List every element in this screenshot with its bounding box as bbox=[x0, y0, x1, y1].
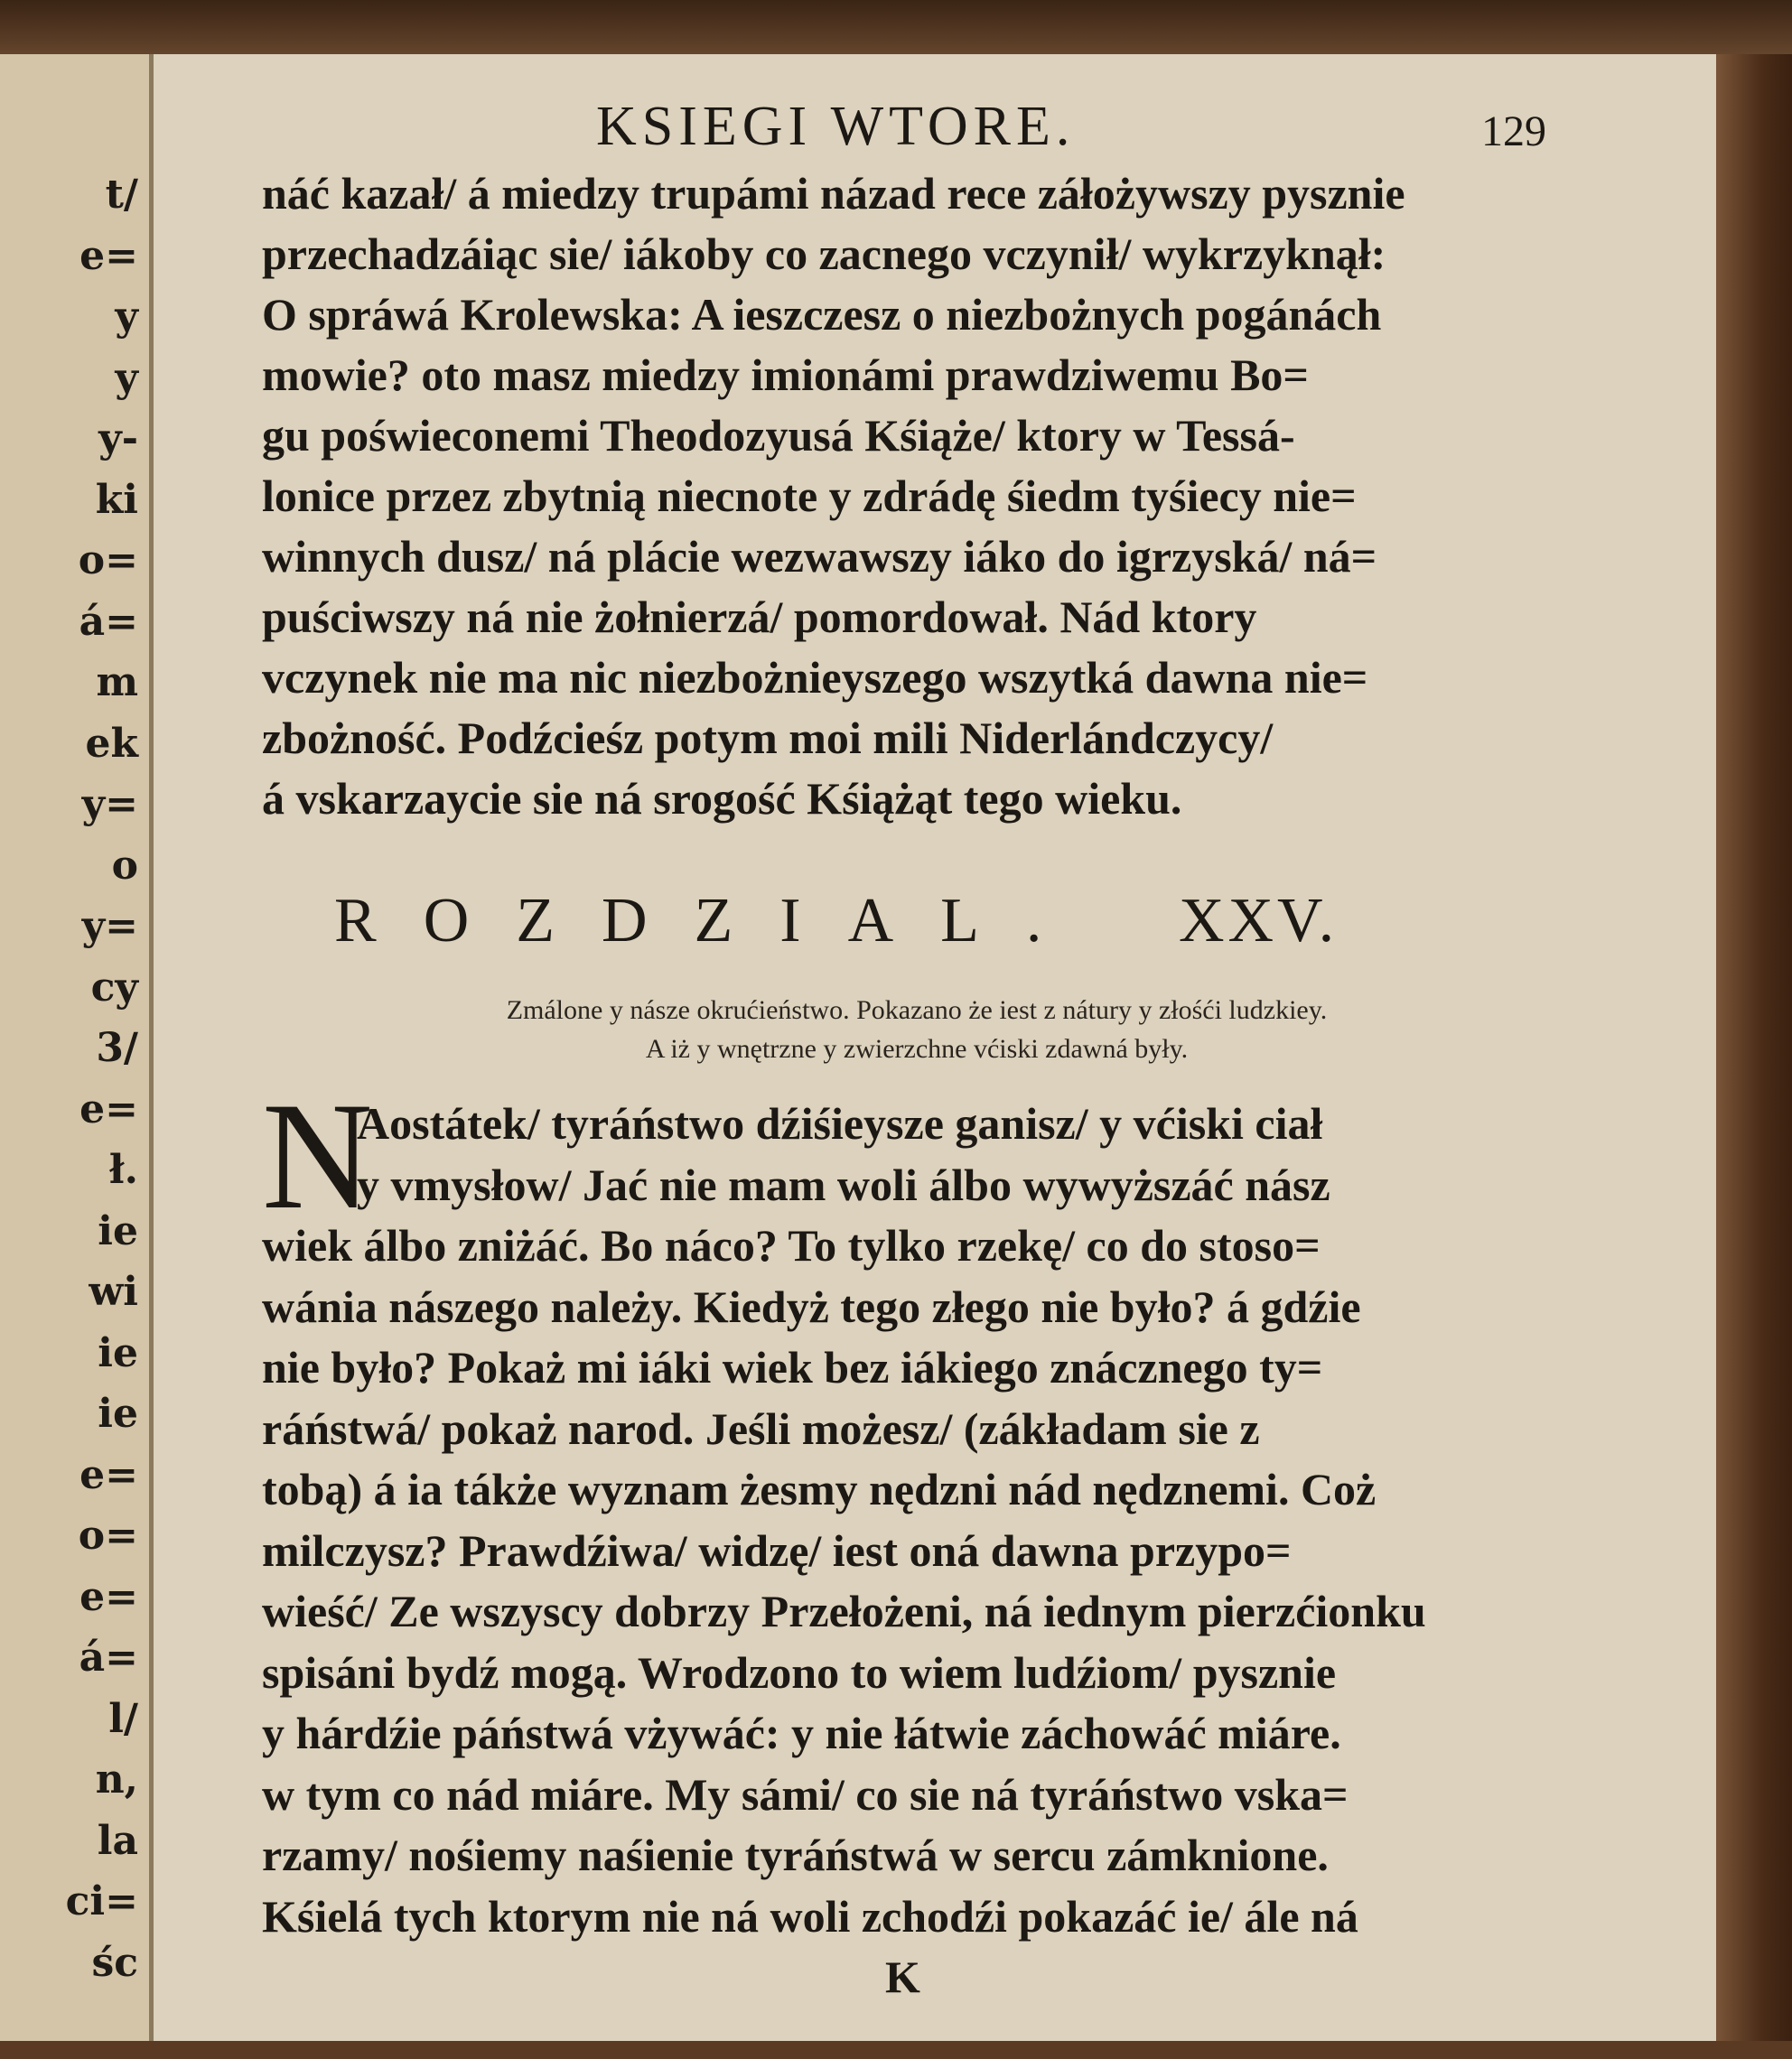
left-page-fragment: y bbox=[115, 293, 138, 340]
left-page-fragment: ci= bbox=[65, 1878, 138, 1924]
text-line: Kśielá tych ktorym nie ná woli zchodźi pokazáć ie/ ále ná bbox=[262, 1890, 1358, 1942]
left-page-fragment: á= bbox=[79, 1635, 138, 1681]
left-page-fragment: la bbox=[97, 1817, 138, 1864]
left-page-fragment: n, bbox=[95, 1756, 138, 1803]
chapter-number: XXV. bbox=[1178, 886, 1339, 955]
text-line: wieść/ Ze wszyscy dobrzy Przełożeni, ná iednym pierzćionku bbox=[262, 1586, 1426, 1636]
left-page-fragment: ki bbox=[95, 476, 138, 523]
text-line: y hárdźie páństwá vżywáć: y nie łátwie záchowáć miáre. bbox=[262, 1708, 1341, 1758]
left-page-fragment: e= bbox=[79, 1573, 138, 1620]
left-page-fragment: o= bbox=[78, 537, 138, 583]
chapter-summary-line: A iż y wnętrzne y zwierzchne vćiski zdawná były. bbox=[645, 1034, 1189, 1064]
left-page-fragment: 3/ bbox=[96, 1025, 138, 1071]
left-page-fragment: y= bbox=[81, 781, 138, 827]
page-number: 129 bbox=[1481, 107, 1546, 155]
left-page-fragment: cy bbox=[90, 964, 138, 1011]
left-page-fragment: y= bbox=[81, 903, 138, 949]
left-page-fragment: e= bbox=[79, 1085, 138, 1132]
book-cover-edge bbox=[1716, 54, 1792, 2041]
text-line: spisáni bydź mogą. Wrodzono to wiem ludźiom/ pysznie bbox=[262, 1646, 1337, 1698]
chapter-title: ROZDZIAL. bbox=[334, 886, 1089, 955]
left-page-fragment: śc bbox=[91, 1939, 138, 1986]
chapter-summary-line: Zmálone y násze okrućieństwo. Pokazano że iest z nátury y złośći ludzkiey. bbox=[506, 995, 1328, 1025]
text-line: vczynek nie ma nic niezbożnieyszego wszytká dawna nie= bbox=[262, 652, 1368, 703]
text-line: puściwszy ná nie żołnierzá/ pomordował. Nád ktory bbox=[262, 592, 1257, 642]
text-line: mowie? oto masz miedzy imionámi prawdziwemu Bo= bbox=[262, 349, 1309, 400]
text-line: ráństwá/ pokaż narod. Jeśli możesz/ (zákładam sie z bbox=[262, 1402, 1260, 1454]
text-line: wiek álbo zniżáć. Bo náco? To tylko rzekę/ co do stoso= bbox=[262, 1220, 1321, 1271]
text-line: y vmysłow/ Jać nie mam woli álbo wywyższáć nász bbox=[357, 1159, 1330, 1210]
text-line: winnych dusz/ ná plácie wezwawszy iáko do igrzyská/ ná= bbox=[262, 531, 1377, 582]
text-line: náć kazał/ á miedzy trupámi názad rece záłożywszy pysznie bbox=[262, 168, 1405, 219]
running-title: KSIEGI WTORE. bbox=[596, 96, 1076, 157]
text-line: zbożność. Podźcieśz potym moi mili Niderlándczycy/ bbox=[262, 713, 1274, 763]
text-line: lonice przez zbytnią niecnote y zdrádę śiedm tyśiecy nie= bbox=[262, 470, 1357, 521]
text-line: przechadzáiąc sie/ iákoby co zacnego vczynił/ wykrzyknął: bbox=[262, 228, 1386, 279]
drop-cap: N bbox=[262, 1071, 373, 1241]
left-page-fragment: y bbox=[115, 354, 138, 401]
catchword: K bbox=[885, 1952, 920, 2002]
left-page-fragment: ie bbox=[98, 1391, 138, 1437]
text-line: á vskarzaycie sie ná srogość Kśiążąt tego wieku. bbox=[262, 773, 1182, 824]
left-page-fragment: ie bbox=[98, 1329, 138, 1376]
text-line: tobą) á ia tákże wyznam żesmy nędzni nád nędznemi. Coż bbox=[262, 1464, 1377, 1514]
text-line: gu poświeconemi Theodozyusá Kśiąże/ ktory w Tessá- bbox=[262, 410, 1295, 461]
left-page bbox=[0, 54, 154, 2041]
text-line: O spráwá Krolewska: A ieszczesz o niezbożnych pogánách bbox=[262, 289, 1382, 340]
left-page-fragment: t/ bbox=[105, 172, 138, 218]
left-page-fragment: ek bbox=[85, 720, 138, 767]
text-line: Aostátek/ tyráństwo dźiśieysze ganisz/ y vćiski ciał bbox=[357, 1098, 1323, 1149]
text-line: w tym co nád miáre. My sámi/ co sie ná tyráństwo vska= bbox=[262, 1768, 1349, 1820]
text-line: milczysz? Prawdźiwa/ widzę/ iest oná dawna przypo= bbox=[262, 1524, 1292, 1576]
text-line: rzamy/ nośiemy naśienie tyráństwá w sercu zámknione. bbox=[262, 1830, 1329, 1880]
left-page-fragment: wi bbox=[89, 1269, 138, 1315]
left-page-fragment: e= bbox=[79, 1451, 138, 1498]
left-page-fragment: ie bbox=[98, 1207, 138, 1254]
left-page-fragment: o= bbox=[78, 1513, 138, 1559]
left-page-fragment: l/ bbox=[108, 1695, 138, 1742]
left-page-fragment: e= bbox=[79, 232, 138, 279]
left-page-fragment: á= bbox=[79, 598, 138, 645]
left-page-fragment: ł. bbox=[108, 1147, 138, 1193]
left-page-fragment: y- bbox=[98, 415, 138, 461]
text-line: wánia nászego należy. Kiedyż tego złego nie było? á gdźie bbox=[262, 1281, 1361, 1332]
left-page-fragment: o bbox=[111, 842, 138, 889]
left-page-fragment: m bbox=[96, 659, 138, 705]
text-line: nie było? Pokaż mi iáki wiek bez iákiego znácznego ty= bbox=[262, 1342, 1323, 1393]
chapter-heading bbox=[334, 885, 1508, 957]
